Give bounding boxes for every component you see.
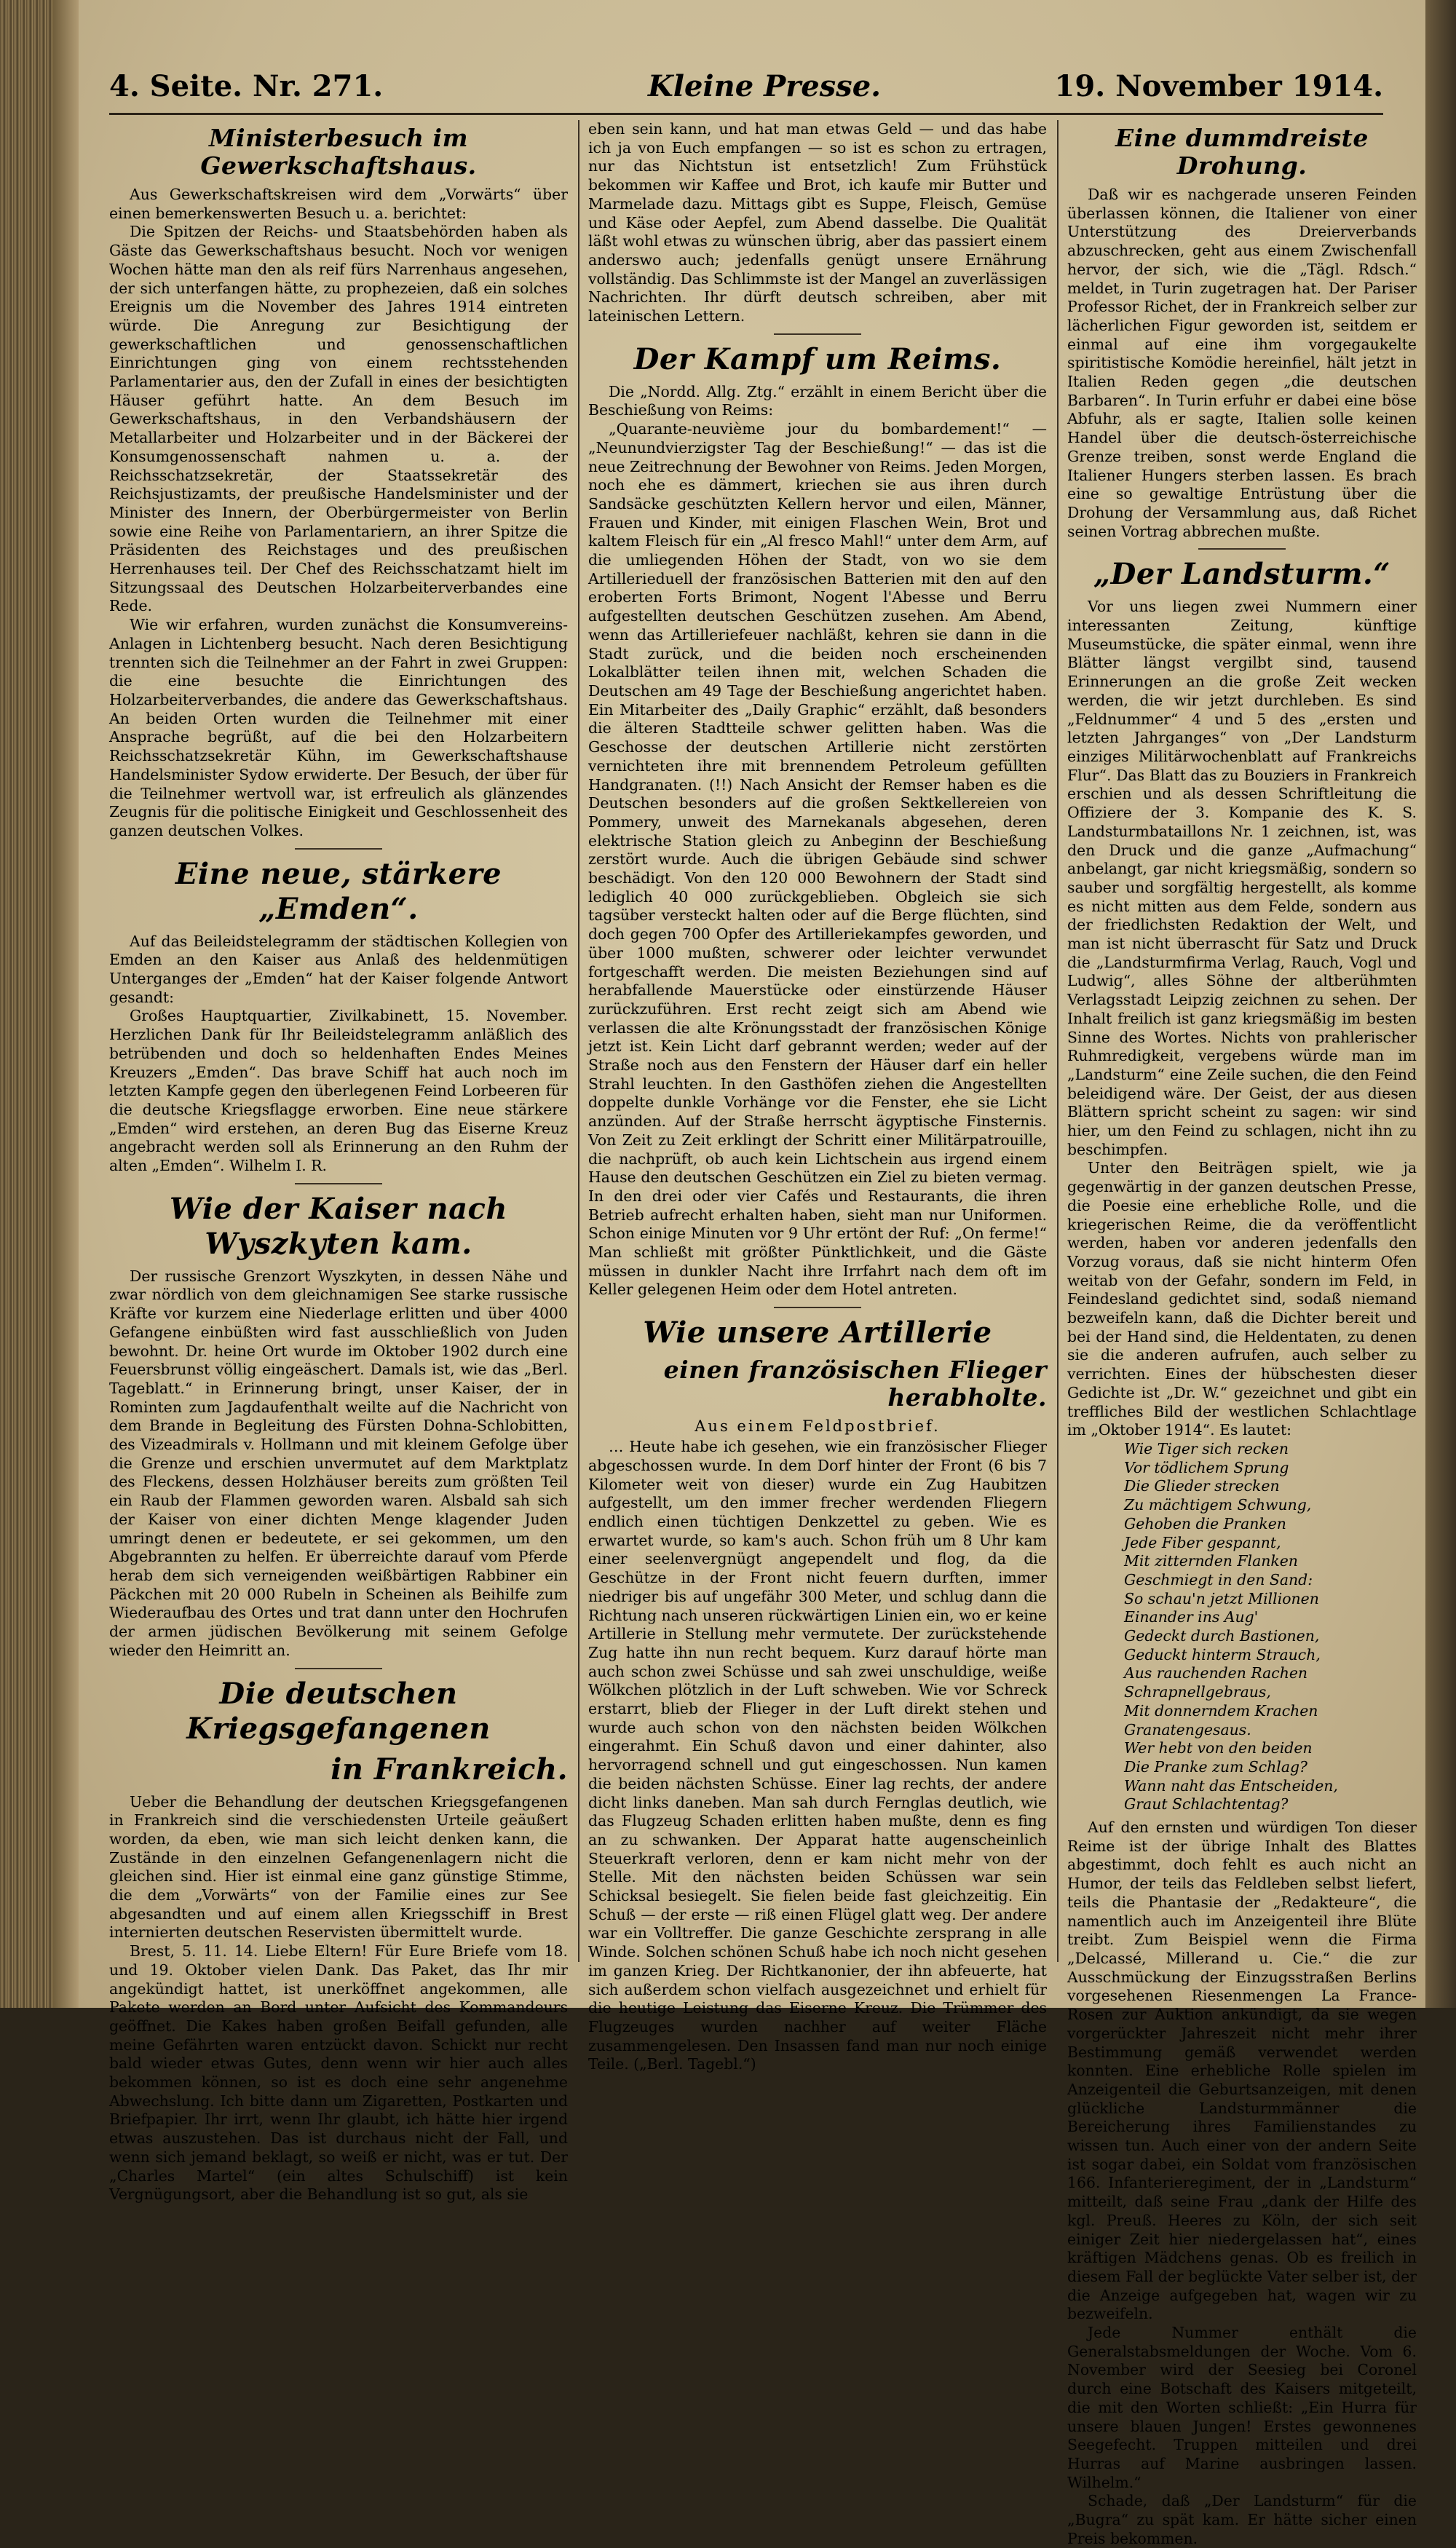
article-paragraph: Wie wir erfahren, wurden zunächst die Konsumvereins-Anlagen in Lichtenberg besucht. Nach deren Besichtigung trennten sich die Teilnehmer an der Fahrt in zwei Gruppen: die eine besuchte die Einrichtungen des Holzarbeiterverbandes, die andere das Gewerkschaftshaus. An beiden Orten wurden die Teilnehmer mit einer Ansprache begrüßt, auf die bei den Holzarbeitern Reichsschatzsekretär Kühn, im Gewerkschaftshause Handelsminister Sydow erwiderte. Der Besuch, der über für die Teilnehmer wertvoll war, ist erfreulich als glänzendes Zeugnis für die politische Einigkeit und Geschlossenheit des ganzen deutschen Volkes.	[109, 616, 568, 839]
article-divider	[295, 1183, 382, 1184]
poem-line: Aus rauchenden Rachen	[1124, 1664, 1308, 1682]
article-divider	[295, 848, 382, 850]
article-divider	[295, 1668, 382, 1669]
article-subtitle: Aus einem Feldpostbrief.	[695, 1417, 941, 1436]
article-paragraph: Brest, 5. 11. 14. Liebe Eltern! Für Eure Briefe vom 18. und 19. Oktober vielen Dank. Das Paket, das Ihr mir angekündigt hattet, ist unerköffnet angekommen, alle Pakete werden an Bord unter Aufsicht des Kommandeurs geöffnet. Die Kakes haben großen Beifall gefunden, alle meine Gefährten waren entzückt davon. Schickt nur recht bald wieder etwas Gutes, denn wenn wir hier auch alles bekommen können, so ist es doch eine sehr angenehme Abwechslung. Ich bitte dann um Zigaretten, Postkarten und Briefpapier. Ihr irrt, wenn Ihr glaubt, ich hätte hier irgend etwas auszustehen. Das ist durchaus nicht der Fall, und wenn sich jemand beklagt, so weiß er nicht, was er tut. Der „Charles Martel“ (ein altes Schulschiff) ist kein Vergnügungsort, aber die Behandlung ist so gut, als sie	[109, 1942, 568, 2204]
article-paragraph: „Quarante-neuvième jour du bombardement!“ — „Neunundvierzigster Tag der Beschießung!“ — das ist die neue Zeitrechnung der Bewohner von Reims. Jeden Morgen, noch ehe es dämmert, kriechen sie aus ihren durch Sandsäcke geschützten Kellern hervor und eilen, Männer, Frauen und Kinder, mit einigen Flaschen Wein, Brot und kaltem Fleisch für ein „Al fresco Mahl!“ unter dem Arm, auf die umliegenden Höhen der Stadt, von wo sie dem Artillerieduell der französischen Batterien mit den auf den eroberten Forts Brimont, Nogent l'Abesse und Berru aufgestellten deutschen Geschützen zusehen. Am Abend, wenn das Artilleriefeuer nachläßt, kehren sie dann in die Stadt zurück, und die beiden noch erscheinenden Lokalblätter teilen ihnen mit, welchen Schaden die Deutschen am 49 Tage der Beschießung angerichtet haben. Ein Mitarbeiter des „Daily Graphic“ erzählt, daß besonders die älteren Stadtteile schwer gelitten haben. Was die Geschosse der deutschen Artillerie nicht zerstörten vernichteten ihre mit brennendem Petroleum gefüllten Handgranaten. (!!) Nach Ansicht der Remser haben es die Deutschen besonders auf die großen Sektkellereien von Pommery, unweit des Marnekanals abgesehen, deren elektrische Station gleich zu Anbeginn der Beschießung zerstört wurde. Auch die übrigen Gebäude sind schwer beschädigt. Von den 120 000 Bewohnern der Stadt sind lediglich 40 000 zurückgeblieben. Obgleich sie sich tagsüber versteckt halten oder auf die Berge flüchten, sind doch gegen 700 Opfer des Artilleriekampfes geworden, und über 1000 mußten, schwerer oder leichter verwundet fortgeschafft werden. Die meisten Beziehungen sind auf herabfallende Mauerstücke oder einstürzende Häuser zurückzuführen. Erst recht zeigt sich am Abend wie verlassen die alte Krönungsstadt der französischen Könige jetzt ist. Kein Licht darf gebrannt werden; weder auf der Straße noch aus den Fenstern der Häuser darf ein heller Strahl leuchten. In den Gasthöfen ziehen die Angestellten doppelte dunkle Vorhänge vor die Fenster, ehe sie Licht anzünden. Auf der Straße herrscht ägyptische Finsternis. Von Zeit zu Zeit erklingt der Schritt einer Militärpatrouille, die nachprüft, ob auch kein Lichtschein aus irgend einem Hause den deutschen Geschützen ein Ziel zu bieten vermag. In den drei oder vier Cafés und Restaurants, die ihren Betrieb aufrecht erhalten haben, sieht man nur Uniformen. Schon einige Minuten vor 9 Uhr ertönt der Ruf: „On ferme!“ Man schließt mit größter Pünktlichkeit, und die Gäste müssen in dunkler Nacht ihre Irrfahrt nach dem oft im Keller gelegenen Heim oder dem Hotel antreten.	[588, 420, 1047, 1299]
poem-line: Graut Schlachtentag?	[1124, 1795, 1289, 1813]
poem-line: Wann naht das Entscheiden,	[1124, 1776, 1338, 1795]
article-divider	[774, 333, 861, 335]
article-paragraph: Großes Hauptquartier, Zivilkabinett, 15. November. Herzlichen Dank für Ihr Beileidstelegramm anläßlich des betrübenden und doch so heldenhaften Endes Meines Kreuzers „Emden“. Das brave Schiff hat auch noch im letzten Kampfe gegen den überlegenen Feind Lorbeeren für die deutsche Kriegsflagge erworben. Eine neue stärkere „Emden“ wird erstehen, an deren Bug das Eiserne Kreuz angebracht werden soll als Erinnerung an den Ruhm der alten „Emden“. Wilhelm I. R.	[109, 1007, 568, 1175]
article-title: Wie der Kaiser nach Wyszkyten kam.	[170, 1191, 507, 1261]
poem-line: Zu mächtigem Schwung,	[1124, 1496, 1312, 1514]
poem-line: Gedeckt durch Bastionen,	[1124, 1627, 1320, 1645]
poem-line: Jede Fiber gespannt,	[1124, 1533, 1281, 1551]
issue-date: 19. November 1914.	[1054, 69, 1383, 103]
book-binding	[0, 0, 52, 2008]
poem-line: Die Glieder strecken	[1124, 1477, 1280, 1495]
article-title-line-2: in Frankreich.	[331, 1752, 568, 1787]
article-divider	[1198, 548, 1286, 550]
article-paragraph: Ueber die Behandlung der deutschen Kriegsgefangenen in Frankreich sind die verschiedensten Urteile geäußert worden, da eben, wie man sich leicht denken kann, die Zustände in den einzelnen Gefangenenlagern nicht die gleichen sind. Hier ist einmal eine ganz günstige Stimme, die dem „Vorwärts“ von der Familie eines zur See abgesandten und auf einem allen Kriegsschiff in Brest internierten deutschen Reservisten übermittelt wurde.	[109, 1792, 568, 1942]
article-paragraph: Unter den Beiträgen spielt, wie ja gegenwärtig in der ganzen deutschen Presse, die Poesie eine erhebliche Rolle, und die kriegerischen Reime, die da veröffentlicht werden, haben vor anderen jedenfalls den Vorzug voraus, daß sie nicht hinterm Ofen weitab von der Gefahr, sondern im Feld, in Feindesland gedichtet sind, sodaß niemand bezweifeln kann, daß die Dichter bereit und bei der Hand sind, die Heldentaten, zu denen sie die anderen aufrufen, auch selber zu verrichten. Eines der hübschesten dieser Gedichte ist „Dr. W.“ gezeichnet und gibt ein treffliches Bild der westlichen Schlachtlage im „Oktober 1914“. Es lautet:	[1067, 1159, 1417, 1439]
article-title: Der Kampf um Reims.	[633, 341, 1002, 376]
poem-line: Vor tödlichem Sprung	[1124, 1458, 1289, 1476]
article-title: Eine neue, stärkere „Emden“.	[175, 856, 502, 926]
article-paragraph: Die „Nordd. Allg. Ztg.“ erzählt in einem Bericht über die Beschießung von Reims:	[588, 382, 1047, 419]
article-title-line-2: einen französischen Flieger herabholte.	[663, 1356, 1047, 1412]
article-paragraph: Schade, daß „Der Landsturm“ für die „Bugra“ zu spät kam. Er hätte sicher einen Preis bekommen.	[1067, 2492, 1417, 2547]
article-paragraph: eben sein kann, und hat man etwas Geld — und das habe ich ja von Euch empfangen — so ist es schon zu ertragen, nur das Nichtstun ist entsetzlich! Zum Frühstück bekommen wir Kaffee und Brot, ich kaufe mir Butter und Marmelade dazu. Mittags gibt es Suppe, Fleisch, Gemüse und Käse oder Aepfel, zum Abend dasselbe. Die Qualität läßt wohl etwas zu wünschen übrig, aber das passiert einem anderswo auch; jedenfalls genügt unsere Ernährung vollständig. Das Schlimmste ist der Mangel an zuverlässigen Nachrichten. Ihr dürft deutsch schreiben, aber mit lateinischen Lettern.	[588, 120, 1047, 325]
book-binding-shadow	[52, 0, 82, 2008]
article-paragraph: Der russische Grenzort Wyszkyten, in dessen Nähe und zwar nördlich von dem gleichnamigen See starke russische Kräfte vor kurzem eine Niederlage erlitten und über 4000 Gefangene einbüßten wird fast ausschließlich von Juden bewohnt. Dr. heine Ort wurde im Oktober 1902 durch eine Feuersbrunst völlig eingeäschert. Damals ist, wie das „Berl. Tageblatt.“ in Erinnerung bringt, unser Kaiser, der in Rominten zum Jagdaufenthalt weilte auf die Nachricht von dem Brande in Begleitung des Fürsten Dohna-Schlobitten, des Vizeadmirals v. Hollmann und mit kleinem Gefolge über die Grenze und erschien unvermutet auf dem Marktplatz des Fleckens, dessen Holzhäuser bereits zum größten Teil ein Raub der Flammen geworden waren. Alsbald sah sich der Kaiser von einer dichten Menge klagender Juden umringt denen er bedeutete, er sei gekommen, um den Abgebrannten zu helfen. Er überreichte darauf vom Pferde herab dem sich verneigenden weißbärtigen Rabbiner ein Päckchen mit 20 000 Rubeln in Scheinen als Beihilfe zum Wiederaufbau des Ortes und trat dann unter den Hochrufen der armen jüdischen Bevölkerung mit seinem Gefolge wieder den Heimritt an.	[109, 1267, 568, 1659]
poem-line: Gehoben die Pranken	[1124, 1514, 1286, 1532]
article-paragraph: … Heute habe ich gesehen, wie ein französischer Flieger abgeschossen wurde. In dem Dorf hinter der Front (6 bis 7 Kilometer weit von dieser) wurde ein Zug Haubitzen aufgestellt, um den immer frecher werdenden Fliegern endlich einen tüchtigen Denkzettel zu geben. Wie es erwartet wurde, so kam's auch. Schon früh um 8 Uhr kam einer seelenvergnügt angependelt und flog, da die Geschütze in der Front nicht feuern durften, immer niedriger bis auf ungefähr 300 Meter, und schlug dann die Richtung nach unseren rückwärtigen Linien ein, wo er keine Artillerie in Stellung mehr vermutete. Der zurückstehende Zug hatte ihn nun recht bequem. Kurz darauf hörte man auch schon zwei Schüsse und sah zwei unschuldige, weiße Wölkchen plötzlich in der Luft schweben. Wie vor Schreck erstarrt, blieb der Flieger in der Luft direkt stehen und wurde auch schon von den nächsten beiden Wölkchen eingerahmt. Ein Schuß davon und einer dahinter, also hervorragend schnell und gut eingeschossen. Nun kamen die beiden nächsten Schüsse. Einer lag rechts, der andere dicht links daneben. Man sah durch Fernglas deutlich, wie das Flugzeug Schaden erlitten haben mußte, denn es fing an zu schwanken. Der Apparat hatte augenscheinlich Steuerkraft verloren, denn er kam nicht mehr von der Stelle. Mit den nächsten beiden Schüssen war sein Schicksal besiegelt. Sie fielen beide fast gleichzeitig. Ein Schuß — der erste — riß einen Flügel glatt weg. Der andere war ein Volltreffer. Die ganze Geschichte zersprang in alle Winde. Solchen schönen Schuß habe ich noch nicht gesehen im ganzen Krieg. Der Richtkanonier, der ihn abfeuerte, hat sich außerdem schon vielfach ausgezeichnet und erhielt für die heutige Leistung das Eiserne Kreuz. Die Trümmer des Flugzeuges wurden nachher auf weiter Fläche zusammengelesen. Den Insassen fand man nur noch einige Teile. („Berl. Tagebl.“)	[588, 1438, 1047, 2073]
article-title: Wie unsere Artillerie	[643, 1315, 992, 1350]
page-edge	[1425, 0, 1456, 2008]
article-paragraph: Aus Gewerkschaftskreisen wird dem „Vorwärts“ über einen bemerkenswerten Besuch u. a. berichtet:	[109, 186, 568, 222]
column-2	[588, 120, 1047, 2073]
page-header	[109, 69, 1383, 115]
poem-line: Schrapnellgebraus,	[1124, 1683, 1271, 1701]
column-3	[1067, 120, 1417, 2547]
poem-line: Die Pranke zum Schlag?	[1124, 1757, 1307, 1776]
poem	[1067, 1440, 1417, 1814]
article-divider	[774, 1307, 861, 1308]
article-title: „Der Landsturm.“	[1093, 557, 1390, 592]
column-1	[109, 120, 568, 2204]
article-paragraph: Vor uns liegen zwei Nummern einer interessanten Zeitung, künftige Museumstücke, die später einmal, wenn ihre Blätter längst vergilbt sind, tausend Erinnerungen an die große Zeit wecken werden, die wir jetzt durchleben. Es sind „Feldnummer“ 4 und 5 des „ersten und letzten Jahrganges“ von „Der Landsturm einziges Militärwochenblatt auf Frankreichs Flur“. Das Blatt das zu Bouziers in Frankreich erschien und als dessen Schriftleitung die Offiziere der 3. Kompanie des K. S. Landsturmbataillons Nr. 1 zeichnen, ist, was den Druck und die ganze „Aufmachung“ anbelangt, gar nicht kriegsmäßig, sondern so sauber und sorgfältig hergestellt, als komme es nicht mitten aus dem Felde, sondern aus der friedlichsten Redaktion der Welt, und man ist nicht überrascht für Satz und Druck die „Landsturmfirma Verlag, Rauch, Vogl und Ludwig“, alles Söhne der altberühmten Verlagsstadt Leipzig zeichnen zu sehen. Der Inhalt freilich ist ganz kriegsmäßig im besten Sinne des Wortes. Nichts von prahlerischer Ruhmredigkeit, vergebens würde man im „Landsturm“ eine Zeile suchen, die den Feind beleidigend wäre. Der Geist, der aus diesen Blättern spricht scheint zu sagen: wir sind hier, um den Feind zu schlagen, nicht ihn zu beschimpfen.	[1067, 598, 1417, 1158]
article-title: Eine dummdreiste Drohung.	[1115, 124, 1369, 180]
poem-line: Einander ins Aug'	[1124, 1608, 1259, 1626]
article-title: Ministerbesuch im Gewerkschaftshaus.	[200, 124, 477, 180]
article-paragraph: Jede Nummer enthält die Generalstabsmeldungen der Woche. Vom 6. November wird der Seesieg bei Coronel durch eine Botschaft des Kaisers mitgeteilt, die mit den Worten schließt: „Ein Hurra für unsere blauen Jungen! Erstes gewonnenes Seegefecht. Truppen mitteilen und drei Hurras auf Marine ausbringen lassen. Wilhelm.“	[1067, 2324, 1417, 2491]
article-paragraph: Die Spitzen der Reichs- und Staatsbehörden haben als Gäste das Gewerkschaftshaus besucht. Noch vor wenigen Wochen hätte man den als reif fürs Narrenhaus angesehen, der sich unterfangen hätte, zu prophezeien, daß ein solches Ereignis um die November des Jahres 1914 eintreten würde. Die Anregung zur Besichtigung der gewerkschaftlichen und genossenschaftlichen Einrichtungen ging von einem rechtsstehenden Parlamentarier aus, den der Zufall in eines der besichtigten Häuser geführt hatte. An dem Besuch im Gewerkschaftshaus, in den Verbandshäusern der Metallarbeiter und Holzarbeiter und in der Bäckerei der Konsumgenossenschaft nahmen u. a. der Reichsschatzsekretär, der Staatssekretär des Reichsjustizamts, der preußische Handelsminister und der Minister des Innern, der Oberbürgermeister von Berlin sowie eine Reihe von Parlamentariern, an ihrer Spitze die Präsidenten des Reichstages und des preußischen Herrenhauses teil. Der Chef des Reichsschatzamt hielt im Sitzungssaal des Deutschen Holzarbeiterverbandes eine Rede.	[109, 223, 568, 615]
article-paragraph: Auf den ernsten und würdigen Ton dieser Reime ist der übrige Inhalt des Blattes abgestimmt, doch fehlt es auch nicht an Humor, der teils das Feldleben selbst liefert, teils die Phantasie der „Redakteure“, die namentlich auch im Anzeigenteil ihre Blüte treibt. Zum Beispiel wenn die Firma „Delcassé, Millerand u. Cie.“ die zur Ausschmückung der Einzugsstraßen Berlins vorgesehenen Riesenmengen La France-Rosen zur Auktion ankündigt, da sie wegen vorgerückter Jahreszeit nicht mehr ihrer Bestimmung gemäß verwendet werden konnten. Eine erhebliche Rolle spielen im Anzeigenteil die Geburtsanzeigen, mit denen glückliche Landsturmmänner die Bereicherung ihres Familienstandes zu wissen tun. Auch einer von der andern Seite ist sogar dabei, ein Soldat vom französischen 166. Infanterieregiment, der in „Landsturm“ mitteilt, daß seine Frau „dank der Hilfe des kgl. Preuß. Heeres zu Köln, der sich seit einiger Zeit hier niedergelassen hat“, eines kräftigen Mädchens genas. Ob es freilich in diesem Fall der beglückte Vater selber ist, der die Anzeige aufgegeben hat, wagen wir zu bezweifeln.	[1067, 1819, 1417, 2323]
poem-line: Geduckt hinterm Strauch,	[1124, 1645, 1321, 1663]
poem-line: Granatengesaus.	[1124, 1720, 1251, 1738]
article-paragraph: Daß wir es nachgerade unseren Feinden überlassen können, die Italiener von einer Unterstützung des Dreierverbands abzuschrecken, geht aus einem Zwischenfall hervor, der sich, wie die „Tägl. Rdsch.“ meldet, in Turin zugetragen hat. Der Pariser Professor Richet, der in Frankreich selber zur lächerlichen Figur geworden ist, seitdem er einmal auf eine ihm vorgegaukelte spiritistische Komödie hereinfiel, hält jetzt in Italien Reden gegen „die deutschen Barbaren“. In Turin erfuhr er dabei eine böse Abfuhr, als er sagte, Italien solle keinen Handel über die deutsch-österreichische Grenze treiben, sonst werde England die Italiener Hungers sterben lassen. Es brach eine so gewaltige Entrüstung über die Drohung der Versammlung aus, daß Richet seinen Vortrag abbrechen mußte.	[1067, 186, 1417, 540]
poem-line: Wie Tiger sich recken	[1124, 1440, 1289, 1457]
column-rule	[1057, 120, 1059, 1962]
poem-line: Mit donnerndem Krachen	[1124, 1701, 1318, 1720]
article-paragraph: Auf das Beileidstelegramm der städtischen Kollegien von Emden an den Kaiser aus Anlaß des heldenmütigen Unterganges der „Emden“ hat der Kaiser folgende Antwort gesandt:	[109, 932, 568, 1006]
poem-line: Geschmiegt in den Sand:	[1124, 1570, 1313, 1588]
article-title: Die deutschen Kriegsgefangenen	[186, 1676, 491, 1746]
poem-line: Wer hebt von den beiden	[1124, 1739, 1313, 1757]
poem-line: Mit zitternden Flanken	[1124, 1552, 1298, 1570]
column-rule	[578, 120, 579, 1962]
page-number: 4. Seite. Nr. 271.	[109, 69, 384, 103]
newspaper-title: Kleine Presse.	[648, 69, 882, 103]
poem-line: So schau'n jetzt Millionen	[1124, 1589, 1319, 1607]
